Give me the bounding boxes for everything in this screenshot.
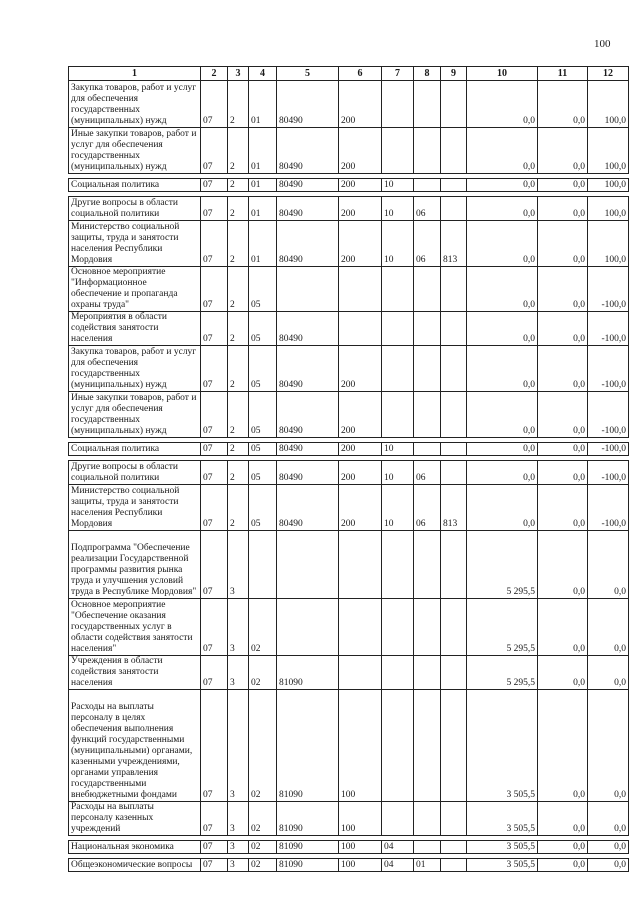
table-row — [69, 312, 629, 346]
row-value-cell: 06 — [414, 221, 441, 267]
row-value-cell: 01 — [249, 179, 277, 192]
row-name-cell: Учреждения в области содействия занятости населения — [69, 656, 201, 690]
row-value-cell: 100,0 — [588, 179, 629, 192]
row-value-cell — [277, 531, 339, 599]
row-value-cell: 07 — [201, 443, 228, 456]
row-name-cell: Иные закупки товаров, работ и услуг для обеспечения государственных (муниципальных) нужд — [69, 392, 201, 438]
row-value-cell — [414, 179, 441, 192]
row-value-cell — [441, 443, 467, 456]
row-value-cell: 2 — [228, 267, 249, 312]
row-value-cell: 05 — [249, 485, 277, 531]
row-value-cell: 01 — [249, 81, 277, 128]
column-header: 1 — [69, 67, 201, 81]
row-value-cell: 01 — [249, 197, 277, 221]
row-value-cell: 0,0 — [467, 81, 538, 128]
table-row — [69, 461, 629, 485]
row-value-cell: 80490 — [277, 312, 339, 346]
row-name-cell: Национальная экономика — [69, 841, 201, 854]
table-row — [69, 346, 629, 392]
row-value-cell — [441, 531, 467, 599]
row-value-cell: 0,0 — [538, 461, 588, 485]
column-header: 10 — [467, 67, 538, 81]
row-value-cell: 05 — [249, 312, 277, 346]
row-value-cell: -100,0 — [588, 485, 629, 531]
row-value-cell: 100 — [339, 802, 382, 836]
row-value-cell: 80490 — [277, 346, 339, 392]
column-header: 6 — [339, 67, 382, 81]
row-value-cell — [414, 802, 441, 836]
row-value-cell: 80490 — [277, 179, 339, 192]
row-value-cell: 2 — [228, 221, 249, 267]
row-value-cell: 80490 — [277, 392, 339, 438]
row-value-cell: 0,0 — [538, 599, 588, 656]
row-value-cell: 0,0 — [538, 267, 588, 312]
column-header: 4 — [249, 67, 277, 81]
row-value-cell: 0,0 — [538, 841, 588, 854]
row-name-cell: Закупка товаров, работ и услуг для обеспечения государственных (муниципальных) нужд — [69, 346, 201, 392]
row-value-cell: 81090 — [277, 859, 339, 872]
row-value-cell: 80490 — [277, 443, 339, 456]
row-value-cell: 100 — [339, 859, 382, 872]
row-name-cell: Общеэкономические вопросы — [69, 859, 201, 872]
row-value-cell — [382, 81, 414, 128]
row-value-cell: 5 295,5 — [467, 599, 538, 656]
header-row — [69, 67, 629, 81]
row-value-cell: 3 505,5 — [467, 841, 538, 854]
row-value-cell: 200 — [339, 179, 382, 192]
row-value-cell: 0,0 — [538, 690, 588, 802]
row-value-cell: 07 — [201, 267, 228, 312]
row-value-cell: 02 — [249, 802, 277, 836]
table-row — [69, 841, 629, 854]
row-value-cell: 0,0 — [467, 128, 538, 174]
row-value-cell: 2 — [228, 197, 249, 221]
row-value-cell: 2 — [228, 179, 249, 192]
row-value-cell — [414, 312, 441, 346]
row-value-cell — [441, 128, 467, 174]
row-value-cell: 02 — [249, 690, 277, 802]
row-value-cell: 07 — [201, 128, 228, 174]
row-name-cell: Другие вопросы в области социальной политики — [69, 197, 201, 221]
row-value-cell: 0,0 — [588, 690, 629, 802]
row-value-cell: 81090 — [277, 802, 339, 836]
row-value-cell: 0,0 — [588, 656, 629, 690]
row-value-cell — [382, 599, 414, 656]
row-value-cell — [382, 267, 414, 312]
row-value-cell: 81090 — [277, 656, 339, 690]
row-value-cell: 3 — [228, 690, 249, 802]
row-value-cell — [414, 841, 441, 854]
row-value-cell: 200 — [339, 128, 382, 174]
table-row — [69, 690, 629, 802]
row-value-cell — [414, 599, 441, 656]
row-value-cell: 0,0 — [467, 267, 538, 312]
row-value-cell — [441, 179, 467, 192]
row-value-cell: 05 — [249, 461, 277, 485]
column-header: 9 — [441, 67, 467, 81]
row-value-cell: 0,0 — [538, 531, 588, 599]
row-value-cell — [339, 656, 382, 690]
row-value-cell — [414, 128, 441, 174]
row-value-cell: 80490 — [277, 485, 339, 531]
row-value-cell — [441, 461, 467, 485]
table-row — [69, 128, 629, 174]
row-value-cell: 80490 — [277, 221, 339, 267]
row-value-cell — [441, 267, 467, 312]
row-value-cell — [339, 531, 382, 599]
column-header: 7 — [382, 67, 414, 81]
row-value-cell: 07 — [201, 841, 228, 854]
row-value-cell: 80490 — [277, 81, 339, 128]
row-value-cell: 200 — [339, 443, 382, 456]
row-value-cell — [441, 197, 467, 221]
column-header: 3 — [228, 67, 249, 81]
row-value-cell: 05 — [249, 267, 277, 312]
row-value-cell: 813 — [441, 485, 467, 531]
row-value-cell: 07 — [201, 690, 228, 802]
row-name-cell: Другие вопросы в области социальной политики — [69, 461, 201, 485]
row-value-cell: 0,0 — [467, 346, 538, 392]
table-row — [69, 81, 629, 128]
row-value-cell: 10 — [382, 461, 414, 485]
row-value-cell: 07 — [201, 859, 228, 872]
row-value-cell — [414, 392, 441, 438]
row-value-cell: 02 — [249, 599, 277, 656]
row-value-cell: 2 — [228, 312, 249, 346]
row-value-cell: -100,0 — [588, 267, 629, 312]
row-value-cell: 07 — [201, 221, 228, 267]
row-value-cell: 07 — [201, 197, 228, 221]
row-value-cell: 3 — [228, 841, 249, 854]
row-name-cell: Подпрограмма "Обеспечение реализации Государственной программы развития рынка труда и улучшения условий труда в Республике Мордовия" — [69, 531, 201, 599]
row-value-cell: 0,0 — [538, 656, 588, 690]
row-value-cell: 3 505,5 — [467, 802, 538, 836]
row-value-cell: 200 — [339, 81, 382, 128]
row-value-cell: 05 — [249, 443, 277, 456]
row-value-cell: 0,0 — [467, 221, 538, 267]
row-value-cell — [382, 128, 414, 174]
row-value-cell — [382, 656, 414, 690]
row-name-cell: Мероприятия в области содействия занятости населения — [69, 312, 201, 346]
row-name-cell: Министерство социальной защиты, труда и занятости населения Республики Мордовия — [69, 485, 201, 531]
row-value-cell — [339, 312, 382, 346]
row-value-cell: 10 — [382, 221, 414, 267]
row-value-cell: 07 — [201, 81, 228, 128]
row-value-cell: 02 — [249, 859, 277, 872]
row-value-cell: 3 505,5 — [467, 859, 538, 872]
row-value-cell: 813 — [441, 221, 467, 267]
row-name-cell: Основное мероприятие "Обеспечение оказания государственных услуг в области содействия занятости населения" — [69, 599, 201, 656]
row-value-cell: 0,0 — [467, 443, 538, 456]
row-value-cell: 2 — [228, 81, 249, 128]
table-row — [69, 221, 629, 267]
row-value-cell — [414, 346, 441, 392]
row-name-cell: Социальная политика — [69, 179, 201, 192]
row-value-cell — [441, 656, 467, 690]
row-value-cell — [414, 690, 441, 802]
row-value-cell: 200 — [339, 461, 382, 485]
row-value-cell: 0,0 — [467, 179, 538, 192]
row-value-cell: 200 — [339, 221, 382, 267]
row-value-cell — [441, 859, 467, 872]
row-value-cell: 2 — [228, 346, 249, 392]
table-row — [69, 392, 629, 438]
table-row — [69, 656, 629, 690]
row-value-cell: 0,0 — [538, 346, 588, 392]
row-value-cell: 80490 — [277, 128, 339, 174]
row-value-cell: 81090 — [277, 841, 339, 854]
row-value-cell — [382, 690, 414, 802]
row-value-cell: -100,0 — [588, 443, 629, 456]
row-value-cell: 10 — [382, 485, 414, 531]
column-header: 2 — [201, 67, 228, 81]
row-value-cell — [441, 690, 467, 802]
row-value-cell: 01 — [249, 221, 277, 267]
row-value-cell — [414, 267, 441, 312]
row-value-cell: 0,0 — [538, 443, 588, 456]
row-value-cell: -100,0 — [588, 392, 629, 438]
row-value-cell: 0,0 — [538, 197, 588, 221]
row-value-cell: 100,0 — [588, 128, 629, 174]
row-value-cell: 5 295,5 — [467, 656, 538, 690]
row-value-cell: 100,0 — [588, 197, 629, 221]
row-value-cell — [414, 656, 441, 690]
table-row — [69, 267, 629, 312]
row-value-cell: 200 — [339, 485, 382, 531]
row-value-cell: 80490 — [277, 197, 339, 221]
row-value-cell: 2 — [228, 485, 249, 531]
row-value-cell: 0,0 — [538, 802, 588, 836]
table-row — [69, 599, 629, 656]
row-value-cell: 0,0 — [467, 461, 538, 485]
row-value-cell: 100 — [339, 841, 382, 854]
table-row — [69, 443, 629, 456]
row-value-cell: 07 — [201, 531, 228, 599]
budget-table — [68, 66, 629, 872]
row-value-cell: 3 — [228, 859, 249, 872]
row-value-cell: 80490 — [277, 461, 339, 485]
row-value-cell — [414, 531, 441, 599]
row-value-cell: 0,0 — [588, 841, 629, 854]
row-value-cell — [339, 267, 382, 312]
table-row — [69, 197, 629, 221]
row-value-cell — [414, 81, 441, 128]
row-value-cell — [441, 841, 467, 854]
table-row — [69, 179, 629, 192]
row-value-cell: 0,0 — [538, 179, 588, 192]
page-number: 100 — [594, 38, 611, 50]
row-value-cell: 01 — [414, 859, 441, 872]
row-value-cell: 3 505,5 — [467, 690, 538, 802]
row-value-cell: 100,0 — [588, 81, 629, 128]
row-value-cell: 02 — [249, 841, 277, 854]
table-row — [69, 485, 629, 531]
row-value-cell: 02 — [249, 656, 277, 690]
row-value-cell: 200 — [339, 392, 382, 438]
row-value-cell: 06 — [414, 461, 441, 485]
row-value-cell: 05 — [249, 392, 277, 438]
table-row — [69, 859, 629, 872]
row-value-cell: 0,0 — [588, 802, 629, 836]
row-name-cell: Расходы на выплаты персоналу в целях обеспечения выполнения функций государственными (муниципальными) органами, казенными учреждениями, органами управления государственными внебюджетными фондами — [69, 690, 201, 802]
row-value-cell: 0,0 — [588, 599, 629, 656]
row-name-cell: Основное мероприятие "Информационное обеспечение и пропаганда охраны труда" — [69, 267, 201, 312]
row-value-cell — [277, 599, 339, 656]
row-value-cell: 0,0 — [538, 859, 588, 872]
row-value-cell — [339, 599, 382, 656]
row-value-cell: 0,0 — [538, 128, 588, 174]
column-header: 5 — [277, 67, 339, 81]
row-value-cell: 06 — [414, 197, 441, 221]
column-header: 8 — [414, 67, 441, 81]
row-value-cell — [382, 392, 414, 438]
row-value-cell: -100,0 — [588, 461, 629, 485]
row-value-cell: 07 — [201, 802, 228, 836]
row-value-cell: 0,0 — [467, 312, 538, 346]
table-row — [69, 802, 629, 836]
row-value-cell: 07 — [201, 346, 228, 392]
row-value-cell: 0,0 — [538, 221, 588, 267]
row-value-cell — [441, 392, 467, 438]
row-value-cell — [441, 81, 467, 128]
row-value-cell: 0,0 — [538, 81, 588, 128]
row-value-cell: 0,0 — [538, 485, 588, 531]
row-value-cell: -100,0 — [588, 312, 629, 346]
row-value-cell: 07 — [201, 599, 228, 656]
row-name-cell: Министерство социальной защиты, труда и занятости населения Республики Мордовия — [69, 221, 201, 267]
row-value-cell: 2 — [228, 392, 249, 438]
row-value-cell: 0,0 — [467, 392, 538, 438]
row-value-cell: 2 — [228, 461, 249, 485]
row-value-cell: 0,0 — [588, 859, 629, 872]
row-value-cell — [441, 599, 467, 656]
row-value-cell — [441, 346, 467, 392]
row-value-cell: 01 — [249, 128, 277, 174]
row-value-cell: 200 — [339, 346, 382, 392]
row-value-cell — [441, 802, 467, 836]
row-value-cell: 10 — [382, 197, 414, 221]
row-value-cell: 3 — [228, 599, 249, 656]
row-value-cell: 2 — [228, 443, 249, 456]
row-value-cell: 07 — [201, 312, 228, 346]
row-value-cell: 0,0 — [588, 531, 629, 599]
row-value-cell: 10 — [382, 179, 414, 192]
row-value-cell: 04 — [382, 841, 414, 854]
row-name-cell: Социальная политика — [69, 443, 201, 456]
row-name-cell: Иные закупки товаров, работ и услуг для обеспечения государственных (муниципальных) нужд — [69, 128, 201, 174]
row-value-cell: 10 — [382, 443, 414, 456]
row-value-cell: 2 — [228, 128, 249, 174]
row-value-cell — [382, 802, 414, 836]
row-value-cell: 5 295,5 — [467, 531, 538, 599]
row-value-cell: 07 — [201, 485, 228, 531]
row-value-cell — [249, 531, 277, 599]
row-value-cell: 04 — [382, 859, 414, 872]
row-value-cell: 0,0 — [467, 197, 538, 221]
row-value-cell: -100,0 — [588, 346, 629, 392]
row-value-cell: 06 — [414, 485, 441, 531]
column-header: 12 — [588, 67, 629, 81]
row-value-cell — [382, 531, 414, 599]
row-value-cell — [382, 312, 414, 346]
row-value-cell: 3 — [228, 656, 249, 690]
row-value-cell: 05 — [249, 346, 277, 392]
row-value-cell: 07 — [201, 656, 228, 690]
row-value-cell: 07 — [201, 392, 228, 438]
row-value-cell — [414, 443, 441, 456]
row-value-cell: 0,0 — [538, 392, 588, 438]
row-value-cell: 07 — [201, 179, 228, 192]
column-header: 11 — [538, 67, 588, 81]
row-name-cell: Закупка товаров, работ и услуг для обеспечения государственных (муниципальных) нужд — [69, 81, 201, 128]
row-value-cell — [277, 267, 339, 312]
row-value-cell: 100,0 — [588, 221, 629, 267]
row-value-cell — [382, 346, 414, 392]
row-value-cell: 0,0 — [538, 312, 588, 346]
row-value-cell: 3 — [228, 802, 249, 836]
row-value-cell: 07 — [201, 461, 228, 485]
row-value-cell: 0,0 — [467, 485, 538, 531]
row-value-cell: 3 — [228, 531, 249, 599]
row-value-cell — [441, 312, 467, 346]
row-value-cell: 200 — [339, 197, 382, 221]
row-value-cell: 81090 — [277, 690, 339, 802]
row-name-cell: Расходы на выплаты персоналу казенных учреждений — [69, 802, 201, 836]
row-value-cell: 100 — [339, 690, 382, 802]
table-row — [69, 531, 629, 599]
